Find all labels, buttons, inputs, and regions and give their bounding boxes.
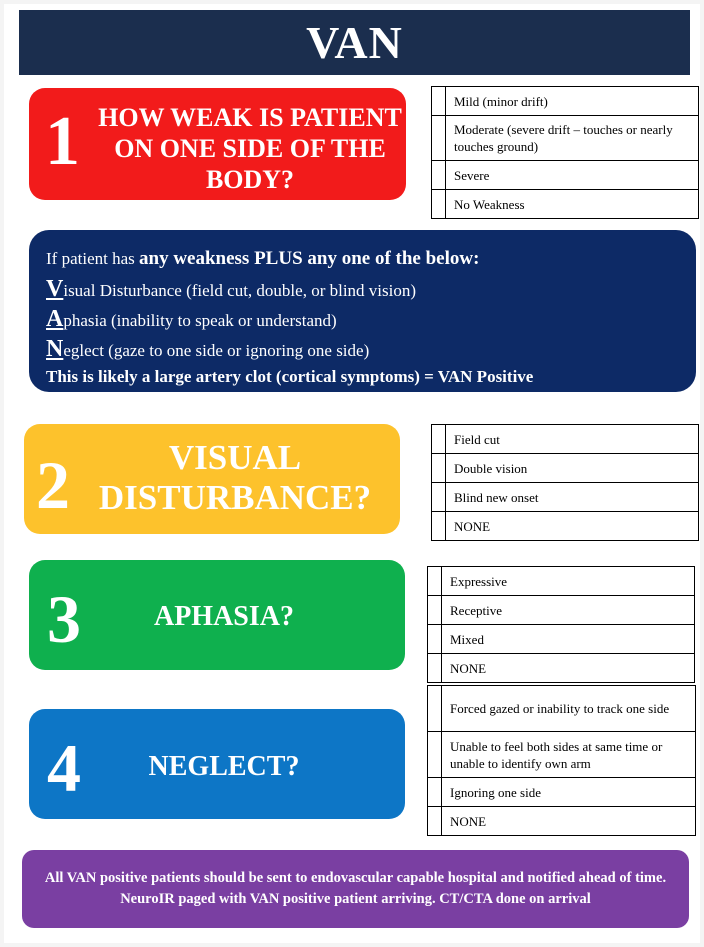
checkbox[interactable] (428, 654, 442, 683)
question-4-number: 4 (47, 730, 81, 806)
option-label: Receptive (442, 596, 695, 625)
van-intro (46, 244, 696, 274)
checkbox[interactable] (428, 807, 442, 836)
van-letter-a: A (46, 306, 64, 332)
question-3-number: 3 (47, 581, 81, 657)
checkbox[interactable] (432, 454, 446, 483)
footer-note: All VAN positive patients should be sent to endovascular capable hospital and notified ahead of time. NeuroIR paged with VAN positive patient arriving. CT/CTA done on arrival (22, 850, 689, 928)
option-label: Double vision (446, 454, 699, 483)
checkbox[interactable] (432, 87, 446, 116)
checkbox[interactable] (428, 778, 442, 807)
question-4-text: NEGLECT? (148, 751, 300, 782)
van-intro-bold: any weakness PLUS any one of the below: (139, 248, 480, 269)
van-criteria-box (29, 230, 696, 392)
question-2-text: VISUAL DISTURBANCE? (98, 438, 372, 517)
van-item-aphasia (46, 304, 696, 334)
checkbox[interactable] (428, 732, 442, 778)
van-letter-n: N (46, 336, 64, 362)
van-item-text: isual Disturbance (field cut, double, or blind vision) (63, 281, 417, 300)
option-label: NONE (442, 654, 695, 683)
option-label: Expressive (442, 567, 695, 596)
option-label: Field cut (446, 425, 699, 454)
option-label: Unable to feel both sides at same time or unable to identify own arm (442, 732, 696, 778)
checkbox[interactable] (432, 161, 446, 190)
checkbox[interactable] (432, 512, 446, 541)
question-2-number: 2 (36, 447, 70, 523)
question-3-box (29, 560, 405, 670)
van-letter-v: V (46, 276, 64, 302)
checkbox[interactable] (428, 567, 442, 596)
question-4-box (29, 709, 405, 819)
van-item-visual (46, 274, 696, 304)
option-label: NONE (442, 807, 696, 836)
question-3-options (427, 566, 695, 683)
checkbox[interactable] (428, 686, 442, 732)
question-1-options (431, 86, 699, 219)
option-label: Ignoring one side (442, 778, 696, 807)
van-intro-prefix: If patient has (46, 249, 139, 268)
checkbox[interactable] (428, 625, 442, 654)
checkbox[interactable] (432, 116, 446, 161)
checkbox[interactable] (432, 190, 446, 219)
question-2-options (431, 424, 699, 541)
van-item-text: phasia (inability to speak or understand) (63, 311, 337, 330)
checkbox[interactable] (428, 596, 442, 625)
option-label: Severe (446, 161, 699, 190)
question-1-text: HOW WEAK IS PATIENT ON ONE SIDE OF THE BODY? (98, 103, 402, 194)
question-4-options (427, 685, 696, 836)
question-1-number: 1 (45, 103, 80, 180)
van-item-text: eglect (gaze to one side or ignoring one side) (63, 341, 370, 360)
question-3-text: APHASIA? (153, 601, 294, 632)
checkbox[interactable] (432, 483, 446, 512)
van-conclusion: This is likely a large artery clot (cortical symptoms) = VAN Positive (46, 367, 534, 386)
checkbox[interactable] (432, 425, 446, 454)
page-title: VAN (19, 10, 690, 75)
van-item-neglect (46, 334, 696, 364)
question-1-box (29, 88, 406, 200)
option-label: NONE (446, 512, 699, 541)
option-label: No Weakness (446, 190, 699, 219)
option-label: Forced gazed or inability to track one side (442, 686, 696, 732)
option-label: Mixed (442, 625, 695, 654)
option-label: Moderate (severe drift – touches or nearly touches ground) (446, 116, 699, 161)
option-label: Blind new onset (446, 483, 699, 512)
question-2-box (24, 424, 400, 534)
option-label: Mild (minor drift) (446, 87, 699, 116)
